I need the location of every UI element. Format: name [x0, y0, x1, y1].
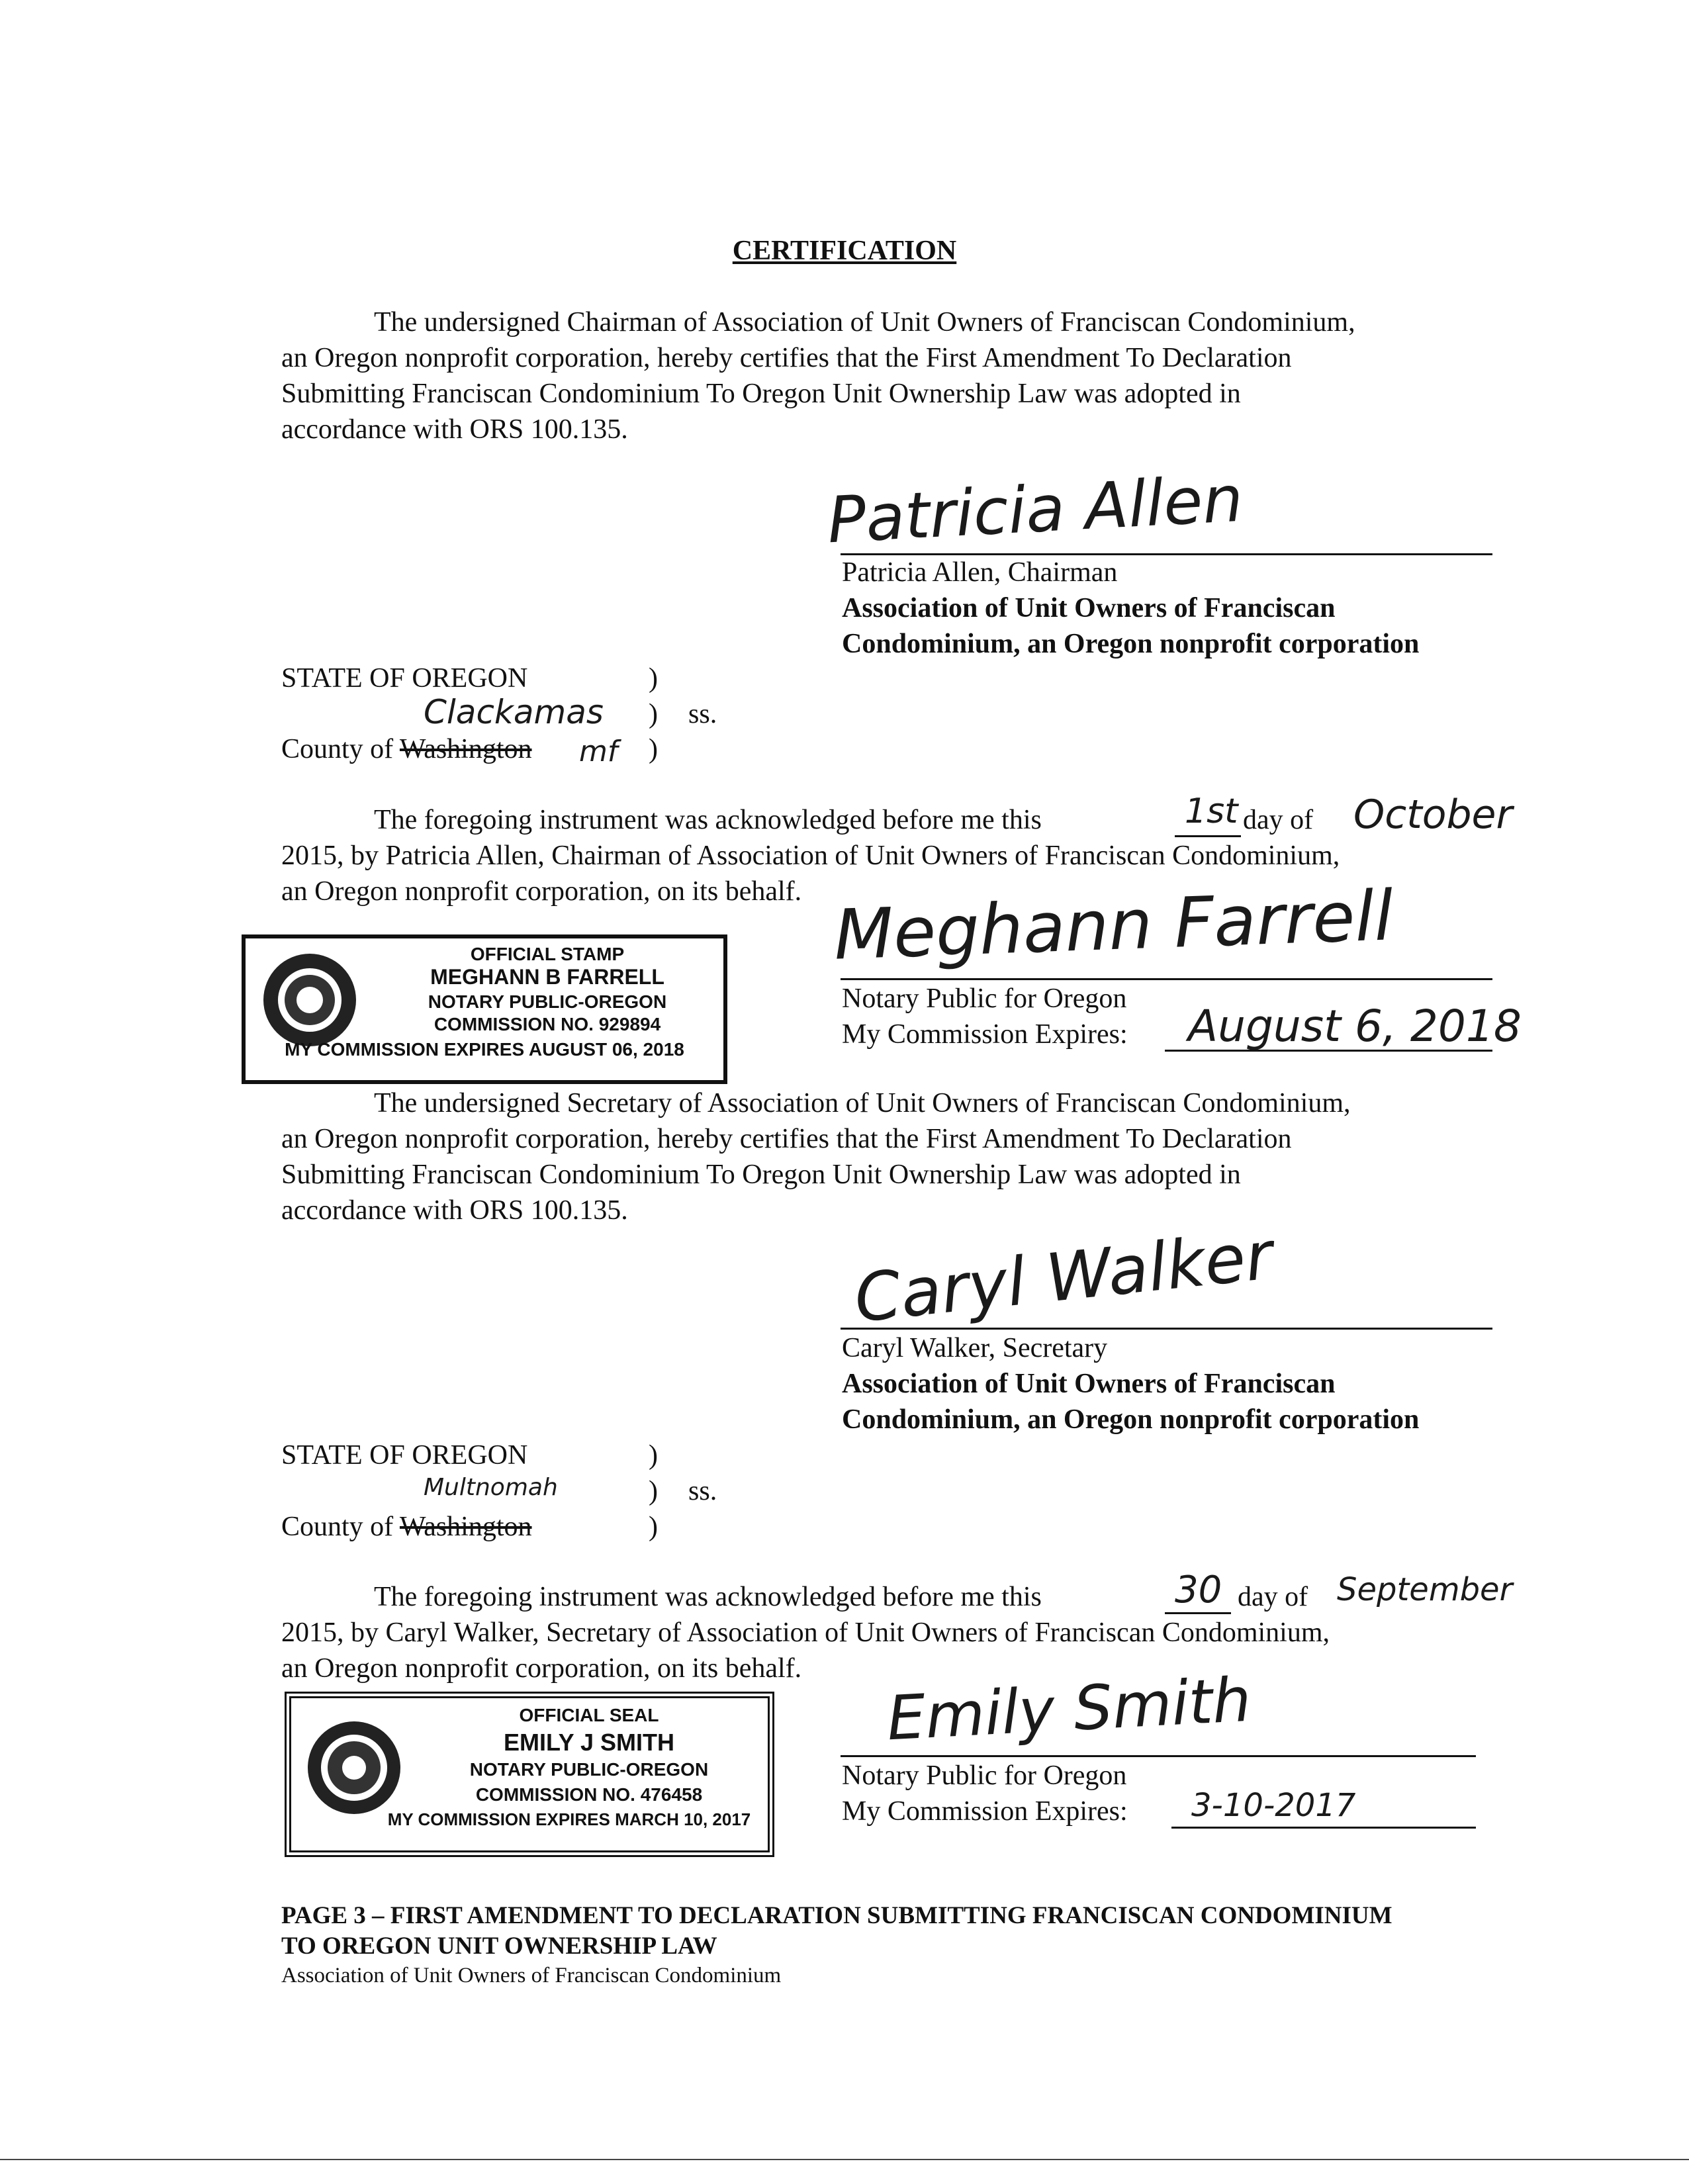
signer-name: Caryl Walker, Secretary: [842, 1333, 1108, 1363]
venue-paren: ): [649, 1440, 658, 1471]
state-seal-icon: [260, 950, 359, 1050]
paragraph-line: Submitting Franciscan Condominium To Oregon Unit Ownership Law was adopted in: [281, 1160, 1241, 1190]
acknowledgment-day-of: day of: [1243, 805, 1314, 835]
org-name-line: Condominium, an Oregon nonprofit corporation: [842, 1404, 1420, 1435]
day-handwritten: 1st: [1185, 792, 1238, 831]
secretary-certification-paragraph: [281, 1085, 1492, 1228]
county-struck: Washington: [399, 734, 532, 764]
org-name-line: Condominium, an Oregon nonprofit corporation: [842, 629, 1420, 659]
stamp-line: COMMISSION NO. 476458: [475, 1784, 703, 1805]
venue-ss: ss.: [688, 1476, 717, 1506]
venue-paren: ): [649, 663, 658, 694]
notary-label: Notary Public for Oregon: [842, 1760, 1127, 1791]
acknowledgment-line: an Oregon nonprofit corporation, on its behalf.: [281, 1653, 802, 1684]
stamp-line: MY COMMISSION EXPIRES AUGUST 06, 2018: [285, 1039, 684, 1060]
acknowledgment-line: The foregoing instrument was acknowledged before me this: [374, 805, 1042, 835]
chairman-signature: Patricia Allen: [825, 461, 1245, 558]
venue-state: STATE OF OREGON: [281, 1440, 528, 1471]
acknowledgment-line: an Oregon nonprofit corporation, on its behalf.: [281, 876, 802, 907]
county-struck: Washington: [399, 1512, 532, 1542]
paragraph-line: an Oregon nonprofit corporation, hereby certifies that the First Amendment To Declaration: [281, 343, 1292, 373]
venue-state: STATE OF OREGON: [281, 663, 528, 694]
month-handwritten: September: [1337, 1571, 1513, 1608]
paragraph-line: Submitting Franciscan Condominium To Oregon Unit Ownership Law was adopted in: [281, 379, 1241, 409]
page-bottom-edge: [0, 2159, 1689, 2160]
commission-expires-label: My Commission Expires:: [842, 1796, 1128, 1827]
notary-signature: Meghann Farrell: [833, 875, 1394, 976]
county-line: [281, 731, 532, 767]
acknowledgment-line: The foregoing instrument was acknowledged before me this: [374, 1582, 1042, 1612]
expires-handwritten: 3-10-2017: [1191, 1787, 1356, 1824]
notary-signature: Emily Smith: [885, 1664, 1253, 1754]
signature-line: [841, 1755, 1476, 1757]
stamp-line: MY COMMISSION EXPIRES MARCH 10, 2017: [387, 1809, 751, 1829]
page-title: CERTIFICATION: [732, 236, 957, 266]
stamp-line: OFFICIAL STAMP: [470, 944, 625, 964]
org-name-line: Association of Unit Owners of Franciscan: [842, 593, 1336, 623]
stamp-line: NOTARY PUBLIC-OREGON: [428, 991, 667, 1012]
footer-line: Association of Unit Owners of Franciscan Condominium: [281, 1964, 782, 1987]
stamp-line: EMILY J SMITH: [503, 1729, 675, 1756]
paragraph-line: The undersigned Secretary of Association of Unit Owners of Franciscan Condominium,: [374, 1088, 1351, 1118]
footer-line: TO OREGON UNIT OWNERSHIP LAW: [281, 1933, 717, 1960]
signer-name: Patricia Allen, Chairman: [842, 557, 1118, 588]
venue-ss: ss.: [688, 699, 717, 729]
expires-blank: [1171, 1827, 1476, 1829]
commission-expires-label: My Commission Expires:: [842, 1019, 1128, 1050]
paragraph-line: accordance with ORS 100.135.: [281, 1195, 628, 1226]
expires-handwritten: August 6, 2018: [1188, 1001, 1522, 1052]
org-name-line: Association of Unit Owners of Franciscan: [842, 1369, 1336, 1399]
secretary-signature: Caryl Walker: [850, 1216, 1277, 1338]
county-line: [281, 1509, 532, 1545]
signature-line: [841, 978, 1492, 980]
month-handwritten: October: [1353, 792, 1513, 838]
venue-paren: ): [649, 699, 658, 729]
day-handwritten: 30: [1175, 1569, 1222, 1612]
county-handwritten: Clackamas: [424, 693, 604, 731]
chairman-certification-paragraph: [281, 304, 1492, 447]
paragraph-line: accordance with ORS 100.135.: [281, 414, 628, 445]
state-seal-icon: [304, 1718, 404, 1817]
initials-handwritten: mf: [579, 735, 618, 768]
signature-line: [841, 1328, 1492, 1330]
county-prefix: County of: [281, 1512, 394, 1542]
acknowledgment-day-of: day of: [1238, 1582, 1308, 1612]
county-handwritten: Multnomah: [424, 1474, 558, 1501]
county-prefix: County of: [281, 734, 394, 764]
venue-paren: ): [649, 1476, 658, 1506]
notary-stamp: [242, 934, 727, 1084]
day-blank: [1175, 835, 1241, 837]
stamp-line: MEGHANN B FARRELL: [430, 965, 664, 989]
stamp-line: COMMISSION NO. 929894: [434, 1014, 661, 1034]
venue-paren: ): [649, 734, 658, 764]
paragraph-line: an Oregon nonprofit corporation, hereby certifies that the First Amendment To Declaration: [281, 1124, 1292, 1154]
day-blank: [1165, 1612, 1231, 1614]
notary-label: Notary Public for Oregon: [842, 983, 1127, 1014]
acknowledgment-line: 2015, by Caryl Walker, Secretary of Association of Unit Owners of Franciscan Condominium,: [281, 1617, 1330, 1648]
venue-paren: ): [649, 1512, 658, 1542]
stamp-line: OFFICIAL SEAL: [519, 1705, 659, 1725]
notary-seal: [285, 1692, 774, 1857]
acknowledgment-line: 2015, by Patricia Allen, Chairman of Association of Unit Owners of Franciscan Condominium,: [281, 841, 1340, 871]
footer-line: PAGE 3 – FIRST AMENDMENT TO DECLARATION SUBMITTING FRANCISCAN CONDOMINIUM: [281, 1902, 1392, 1929]
paragraph-line: The undersigned Chairman of Association of Unit Owners of Franciscan Condominium,: [374, 307, 1355, 338]
stamp-line: NOTARY PUBLIC-OREGON: [469, 1759, 709, 1780]
